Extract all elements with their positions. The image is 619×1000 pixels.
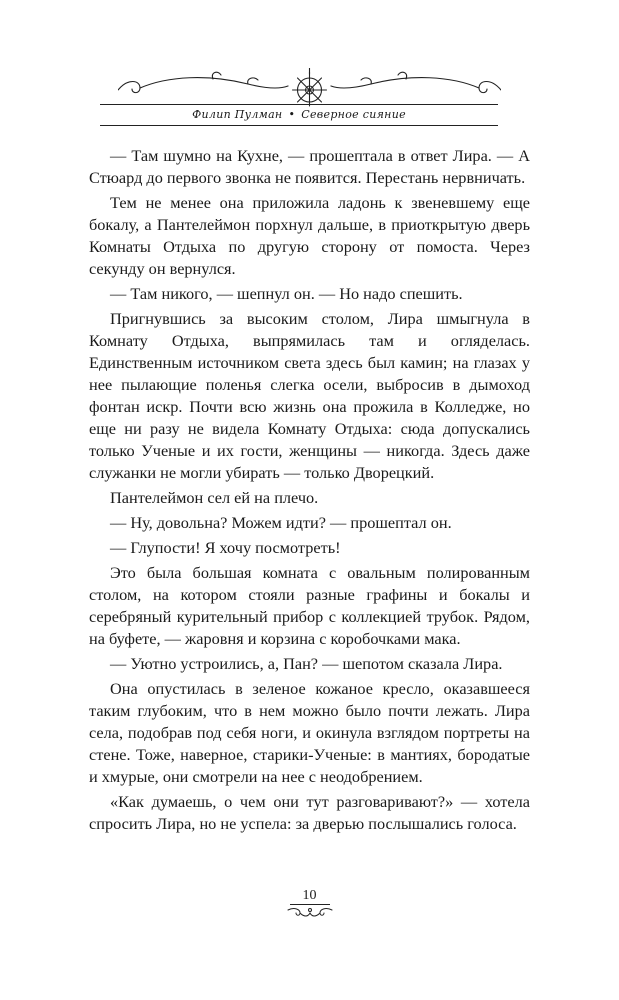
page-number: 10 bbox=[302, 888, 317, 903]
paragraph: Это была большая комната с овальным полированным столом, на котором стояли разные графины и бокалы и серебряный курительный прибор с коллекцией трубок. Рядом, на буфете, — жаровня и корзина с коробочками мака. bbox=[89, 563, 530, 648]
paragraph: Она опустилась в зеленое кожаное кресло, оказавшееся таким глубоким, что в нем можно было почти лежать. Лира села, подобрав под себя ноги, и окинула взглядом портреты на стене. Тоже, наверное, старики-Ученые: в мантиях, бородатые и хмурые, они смотрели на нее с неодобрением. bbox=[89, 679, 530, 786]
paragraph: — Уютно устроились, а, Пан? — шепотом сказала Лира. bbox=[110, 654, 503, 673]
paragraph: «Как думаешь, о чем они тут разговаривают?» — хотела спросить Лира, но не успела: за дверью послышались голоса. bbox=[89, 792, 530, 833]
paragraph: Пригнувшись за высоким столом, Лира шмыгнула в Комнату Отдыха, выпрямилась там и огляделась. Единственным источником света здесь был камин; на глазах у нее пылающие поленья слегка осели, выбросив в дымоход фонтан искр. Почти всю жизнь она прожила в Колледже, но еще ни разу не видела Комнату Отдыха: сюда допускались только Ученые и их гости, женщины — никогда. Здесь даже служанки не могли убирать — только Дворецкий. bbox=[89, 309, 530, 482]
running-head bbox=[100, 106, 498, 124]
paragraph: — Там никого, — шепнул он. — Но надо спешить. bbox=[110, 284, 463, 303]
scroll-flourish-icon bbox=[284, 905, 336, 919]
paragraph: — Глупости! Я хочу посмотреть! bbox=[110, 538, 341, 557]
running-head-separator: • bbox=[288, 108, 296, 121]
paragraph: Пантелеймон сел ей на плечо. bbox=[110, 488, 319, 507]
paragraph: Тем не менее она приложила ладонь к звеневшему еще бокалу, а Пантелеймон порхнул дальше, в приоткрытую дверь Комнаты Отдыха по другую сторону от помоста. Через секунду он вернулся. bbox=[89, 193, 530, 278]
running-head-author: Филип Пулман bbox=[192, 108, 283, 121]
body-text bbox=[89, 145, 530, 838]
header-rule-top bbox=[100, 104, 498, 105]
ship-wheel-flourish-icon bbox=[118, 68, 501, 108]
paragraph: — Ну, довольна? Можем идти? — прошептал он. bbox=[110, 513, 452, 532]
running-head-title: Северное сияние bbox=[301, 108, 406, 121]
header-rule-bottom bbox=[100, 125, 498, 126]
paragraph: — Там шумно на Кухне, — прошептала в ответ Лира. — А Стюард до первого звонка не появится. Перестань нервничать. bbox=[89, 146, 530, 187]
